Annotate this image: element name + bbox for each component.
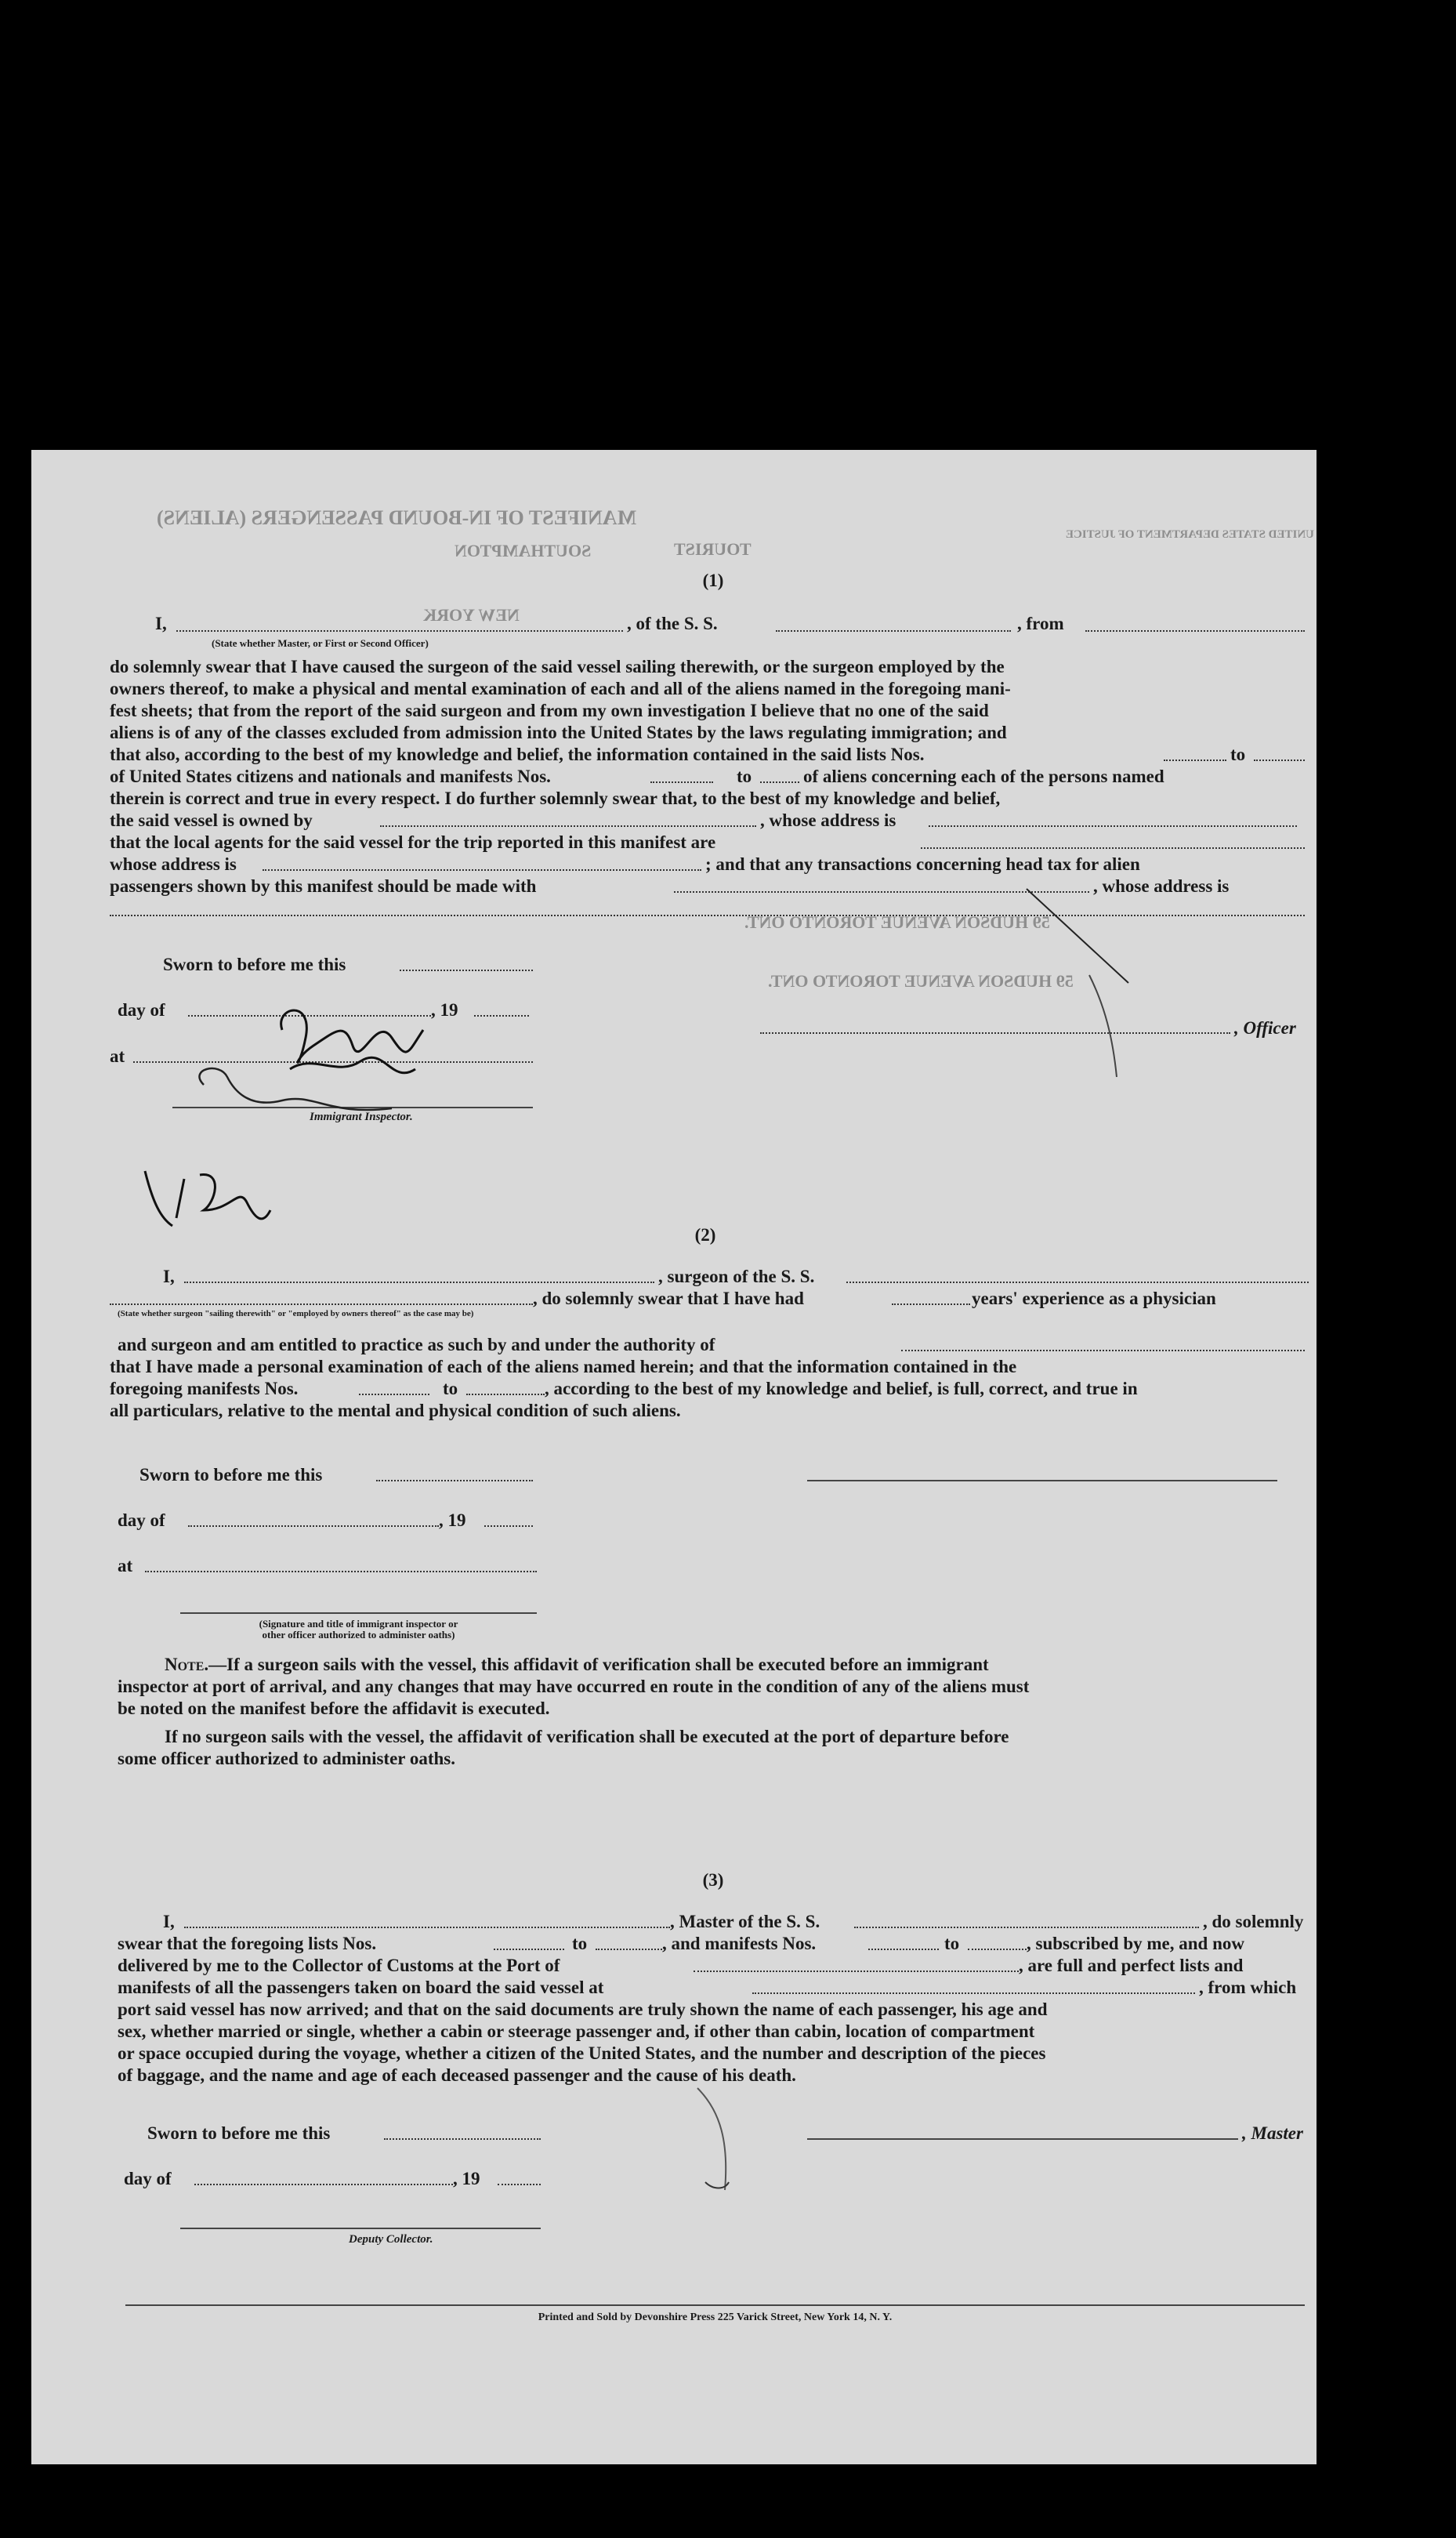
s3-line-1: sex, whether married or single, whether a cabin or steerage passenger and, if other than cabin, location of compartment [118, 2021, 1035, 2041]
s2-manifest-from-field[interactable] [359, 1394, 429, 1395]
section-1-number: (1) [702, 571, 724, 590]
s1-line-5: of United States citizens and nationals and manifests Nos. [110, 767, 551, 786]
s3-deputy: Deputy Collector. [349, 2233, 433, 2246]
s3-master-sig-line [807, 2138, 1238, 2140]
stamp-mark-lower [682, 2080, 752, 2198]
s1-year-field[interactable] [474, 1015, 529, 1017]
s3-vessel-field[interactable] [854, 1927, 1199, 1928]
s2-swear: , do solemnly swear that I have had [533, 1289, 804, 1308]
s1-head-tax: ; and that any transactions concerning head tax for alien [705, 854, 1140, 874]
s1-sworn-field[interactable] [400, 970, 533, 971]
s3-sworn-field[interactable] [384, 2138, 541, 2140]
s2-signature-line [807, 1480, 1277, 1481]
s2-sig-note-1: (Signature and title of immigrant inspector or [259, 1618, 458, 1630]
bleed-through-6: 59 HUDSON AVENUE TORONTO ONT. [744, 912, 1050, 932]
s2-day-of: day of [118, 1510, 165, 1530]
s2-line-4a: foregoing manifests Nos. [110, 1379, 299, 1398]
s2-line-4b: to [443, 1379, 458, 1398]
s3-sworn: Sworn to before me this [147, 2123, 331, 2143]
s2-note-line-1: inspector at port of arrival, and any changes that may have occurred en route in the condition of any of the aliens must [118, 1677, 1030, 1696]
s2-year-field[interactable] [484, 1525, 533, 1527]
s2-sworn-field[interactable] [376, 1480, 533, 1481]
s2-note-label: Note. [165, 1655, 209, 1674]
s1-at: at [110, 1046, 125, 1066]
s1-sworn: Sworn to before me this [163, 955, 346, 974]
s1-line-8: that the local agents for the said vessel for the trip reported in this manifest are [110, 832, 716, 852]
s1-line-10: passengers shown by this manifest should be made with [110, 876, 537, 896]
s2-vessel-field[interactable] [846, 1282, 1309, 1283]
s1-lists-to-field[interactable] [1254, 760, 1305, 761]
s2-at: at [118, 1556, 133, 1575]
s1-from-field[interactable] [1085, 630, 1305, 632]
section-2-number: (2) [694, 1225, 716, 1245]
s1-line-0: do solemnly swear that I have caused the surgeon of the said vessel sailing therewith, or the surgeon employed by the [110, 657, 1005, 676]
s3-master: , Master [1242, 2123, 1303, 2143]
s1-line-9: whose address is [110, 854, 237, 874]
s1-officer-note: (State whether Master, or First or Second Officer) [212, 637, 429, 649]
stamp-mark [1019, 881, 1136, 1085]
binder-hole-4 [1319, 983, 1355, 1024]
s1-officer: , Officer [1234, 1018, 1296, 1038]
s3-line-4a: manifests of all the passengers taken on board the said vessel at [118, 1978, 604, 1997]
binder-hole-1 [1319, 482, 1355, 523]
s2-note-text-0: —If a surgeon sails with the vessel, this affidavit of verification shall be executed before an immigrant [208, 1655, 989, 1674]
s3-line-2d: to [944, 1934, 960, 1953]
s2-authority-field[interactable] [901, 1350, 1305, 1351]
s1-line-7: the said vessel is owned by [110, 810, 313, 830]
binder-hole-11 [1319, 2409, 1355, 2450]
s1-agents-address-field[interactable] [263, 869, 701, 871]
s2-years-field[interactable] [892, 1303, 970, 1305]
s3-line-0: port said vessel has now arrived; and that on the said documents are truly shown the name of each passenger, his age and [118, 2000, 1048, 2019]
s2-at-field[interactable] [145, 1571, 537, 1572]
s1-day-of: day of [118, 1000, 165, 1020]
binder-hole-10 [1319, 2315, 1355, 2356]
s3-year: , 19 [453, 2169, 480, 2188]
s1-of-ss: , of the S. S. [627, 614, 718, 633]
s2-note2-line-0: If no surgeon sails with the vessel, the affidavit of verification shall be executed at the port of departure before [165, 1727, 1009, 1746]
s3-name-field[interactable] [184, 1927, 670, 1928]
s3-line-2a: swear that the foregoing lists Nos. [118, 1934, 377, 1953]
s2-note-line-2: be noted on the manifest before the affidavit is executed. [118, 1699, 550, 1718]
s3-manifest-to-field[interactable] [968, 1949, 1027, 1950]
s1-to-2: to [737, 767, 752, 786]
s2-inspector-line [180, 1612, 537, 1614]
s2-note2-line-1: some officer authorized to administer oaths. [118, 1749, 455, 1768]
bleed-through-5: UNITED STATES DEPARTMENT OF JUSTICE [1066, 528, 1315, 541]
binder-hole-9 [1319, 2276, 1355, 2317]
bleed-through-3: SOUTHAMPTON [455, 541, 592, 560]
s2-sig-note-2: other officer authorized to administer oaths) [262, 1629, 455, 1641]
bleed-through-1: MANIFEST OF IN-BOUND PASSENGERS (ALIENS) [157, 506, 637, 529]
s1-of-aliens: of aliens concerning each of the persons named [803, 767, 1164, 786]
binder-hole-6 [1319, 1458, 1355, 1499]
s1-line-1: owners thereof, to make a physical and mental examination of each and all of the aliens named in the foregoing mani- [110, 679, 1011, 698]
s1-officer-sig-field[interactable] [760, 1032, 1230, 1034]
s3-line-2: or space occupied during the voyage, whether a citizen of the United States, and the number and description of the pieces [118, 2043, 1046, 2063]
s2-years: years' experience as a physician [972, 1289, 1216, 1308]
s1-line-4: that also, according to the best of my knowledge and belief, the information contained in the said lists Nos. [110, 745, 925, 764]
s3-port-field[interactable] [694, 1971, 1019, 1972]
s2-name-field[interactable] [184, 1282, 654, 1283]
binder-hole-8 [1319, 1908, 1355, 1949]
s2-note-line-0 [165, 1655, 989, 1673]
s3-line-4b: , from which [1199, 1978, 1297, 1997]
s3-day-field[interactable] [194, 2184, 453, 2185]
section-3-number: (3) [702, 1870, 724, 1890]
s1-line-6: therein is correct and true in every respect. I do further solemnly swear that, to the best of my knowledge and belief, [110, 789, 1001, 808]
s3-line-2b: to [572, 1934, 588, 1953]
s1-owner-address-field[interactable] [929, 825, 1297, 827]
s2-manifest-to-field[interactable] [466, 1394, 545, 1395]
s1-name-field[interactable] [176, 630, 623, 632]
s3-line-2c: , and manifests Nos. [662, 1934, 817, 1953]
s2-i: I, [163, 1267, 175, 1286]
s1-lists-from-field[interactable] [1164, 760, 1226, 761]
binder-hole-5 [1319, 1100, 1355, 1141]
s1-line-3: aliens is of any of the classes excluded from admission into the United States by the laws regulating immigration; and [110, 723, 1007, 742]
s2-day-field[interactable] [188, 1525, 439, 1527]
s2-surgeon-note: (State whether surgeon "sailing therewith" or "employed by owners thereof" as the case may be) [118, 1309, 474, 1318]
s1-line-2: fest sheets; that from the report of the said surgeon and from my own investigation I believe that no one of the said [110, 701, 989, 720]
s1-whose-address-end: , whose address is [1093, 876, 1230, 896]
s3-manifest-from-field[interactable] [868, 1949, 939, 1950]
s1-year: , 19 [431, 1000, 458, 1020]
s1-inspector: Immigrant Inspector. [310, 1111, 413, 1123]
s2-line-3: that I have made a personal examination of each of the aliens named herein; and that the information contained in the [110, 1357, 1017, 1376]
s1-i: I, [155, 614, 167, 633]
s3-i: I, [163, 1912, 175, 1931]
s3-year-field[interactable] [498, 2184, 541, 2185]
s1-manifest-from-field[interactable] [650, 781, 713, 783]
s1-owner-field[interactable] [380, 825, 756, 827]
s3-line-2e: , subscribed by me, and now [1027, 1934, 1244, 1953]
s3-day-of: day of [124, 2169, 172, 2188]
s3-line-3b: , are full and perfect lists and [1019, 1956, 1244, 1975]
s3-line-3: of baggage, and the name and age of each deceased passenger and the cause of his death. [118, 2065, 796, 2085]
s2-line-2: and surgeon and am entitled to practice as such by and under the authority of [118, 1335, 715, 1354]
s3-embark-field[interactable] [752, 1992, 1195, 1994]
footer-imprint: Printed and Sold by Devonshire Press 225 Varick Street, New York 14, N. Y. [538, 2311, 893, 2323]
s3-lists-from-field[interactable] [494, 1949, 564, 1950]
s2-year: , 19 [439, 1510, 466, 1530]
s2-line-4c: , according to the best of my knowledge and belief, is full, correct, and true in [545, 1379, 1138, 1398]
s2-sworn: Sworn to before me this [139, 1465, 323, 1485]
s3-do-solemnly: , do solemnly [1203, 1912, 1304, 1931]
inspector-signature [157, 991, 439, 1148]
bleed-through-4: NEW YORK [423, 605, 520, 625]
bleed-through-2: TOURIST [674, 539, 752, 559]
binder-hole-3 [1319, 646, 1355, 687]
handwritten-date [129, 1155, 286, 1242]
s1-whose-address: , whose address is [760, 810, 896, 830]
binder-hole-7 [1319, 1790, 1355, 1831]
footer-rule [125, 2304, 1305, 2306]
bleed-through-7: 59 HUDSON AVENUE TORONTO ONT. [768, 971, 1074, 991]
s3-deputy-line [180, 2228, 541, 2229]
s1-agents-field[interactable] [921, 847, 1305, 849]
manifest-page [31, 450, 1317, 2464]
s1-manifest-to-field[interactable] [760, 781, 799, 783]
s1-vessel-field[interactable] [776, 630, 1011, 632]
s1-to-1: to [1230, 745, 1246, 764]
s3-master-of: , Master of the S. S. [670, 1912, 820, 1931]
s2-surgeon-of: , surgeon of the S. S. [658, 1267, 815, 1286]
s3-line-3a: delivered by me to the Collector of Customs at the Port of [118, 1956, 560, 1975]
s2-surgeon-type-field[interactable] [110, 1303, 533, 1305]
s3-lists-to-field[interactable] [596, 1949, 662, 1950]
binder-hole-2 [1319, 601, 1355, 642]
s2-line-5: all particulars, relative to the mental and physical condition of such aliens. [110, 1401, 681, 1420]
s1-from: , from [1017, 614, 1064, 633]
